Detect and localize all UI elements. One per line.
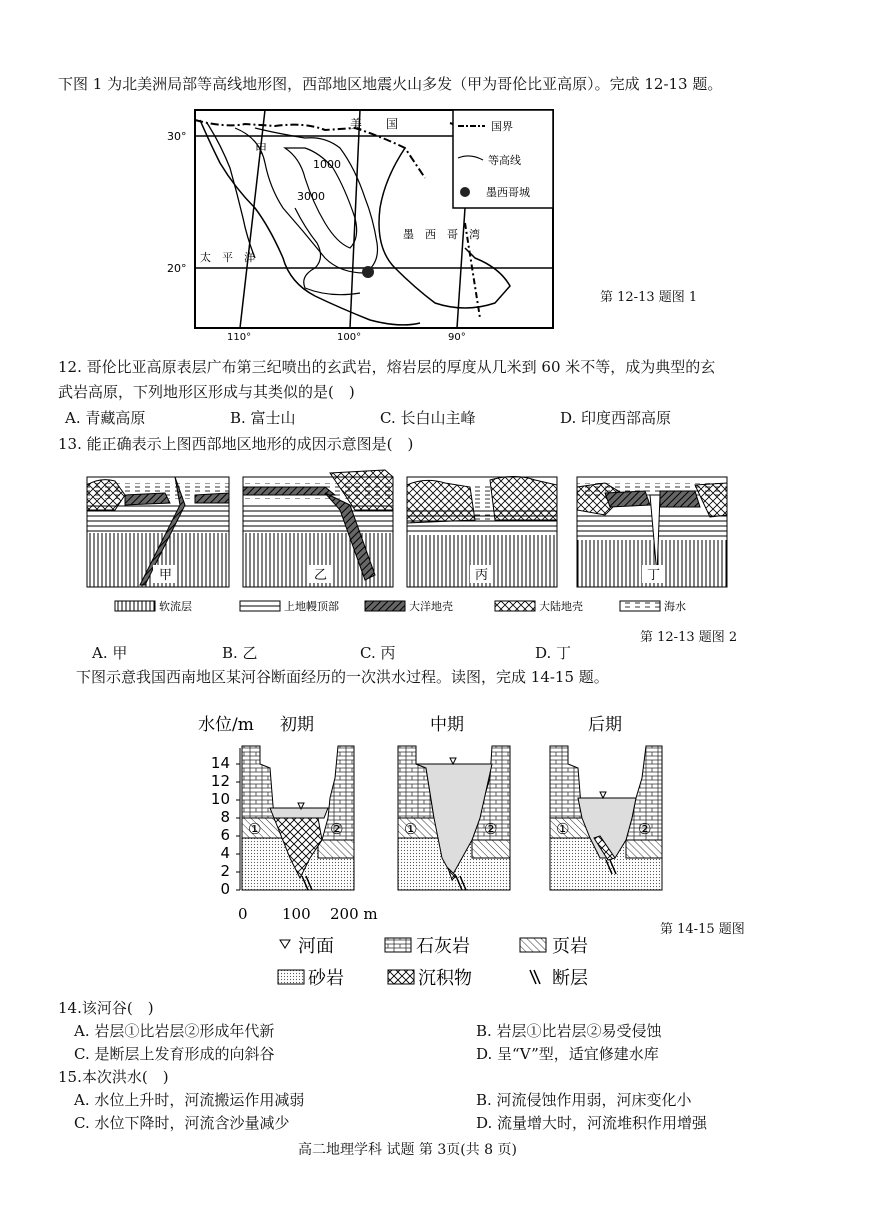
q15-stem: 15.本次洪水( ) — [58, 1068, 169, 1086]
ytick-8: 8 — [220, 808, 230, 826]
panel-jia-label: 甲 — [159, 568, 173, 583]
layer-2-early: ② — [330, 820, 344, 838]
legend-sandstone: 砂岩 — [308, 968, 344, 989]
q13-option-d: D. 丁 — [535, 644, 572, 662]
xtick-100: 100 — [282, 905, 311, 923]
q15-option-c: C. 水位下降时，河流含沙量减少 — [74, 1114, 290, 1132]
panel-yi-label: 乙 — [314, 568, 328, 583]
legend-shale: 页岩 — [552, 936, 588, 957]
legend-asthenosphere: 软流层 — [159, 600, 192, 613]
layer-1-mid: ① — [404, 820, 418, 838]
flood-caption: 第 14-15 题图 — [660, 922, 745, 937]
legend-continental-crust: 大陆地壳 — [539, 600, 583, 613]
q13-option-c: C. 丙 — [360, 644, 396, 662]
q12-option-d: D. 印度西部高原 — [560, 409, 672, 427]
q14-option-a: A. 岩层①比岩层②形成年代新 — [74, 1022, 275, 1040]
intro-text-1: 下图 1 为北美洲局部等高线地形图，西部地区地震火山多发（甲为哥伦比亚高原）。完成 12-13 题。 — [58, 75, 723, 93]
q12-stem-2: 武岩高原，下列地形区形成与其类似的是( ) — [58, 383, 355, 401]
flood-mid-label: 中期 — [430, 715, 464, 735]
layer-1-early: ① — [248, 820, 262, 838]
lon-90-label: 90° — [448, 332, 466, 343]
legend-city-label: 墨西哥城 — [486, 186, 530, 199]
q15-option-d: D. 流量增大时，河流堆积作用增强 — [476, 1114, 708, 1132]
lon-100-label: 100° — [337, 332, 362, 343]
q15-option-b: B. 河流侵蚀作用弱，河床变化小 — [476, 1091, 692, 1109]
intro-text-2: 下图示意我国西南地区某河谷断面经历的一次洪水过程。读图，完成 14-15 题。 — [76, 668, 609, 686]
flood-ylabel: 水位/m — [198, 715, 254, 735]
legend-contour-label: 等高线 — [488, 154, 521, 167]
lon-110-label: 110° — [227, 332, 252, 343]
xtick-200: 200 m — [330, 905, 378, 923]
panel-ding-label: 丁 — [647, 568, 661, 583]
legend-upper-mantle: 上地幔顶部 — [284, 600, 339, 613]
plate-caption: 第 12-13 题图 2 — [640, 630, 738, 645]
xtick-0: 0 — [238, 905, 248, 923]
layer-2-mid: ② — [484, 820, 498, 838]
legend-sediment: 沉积物 — [418, 968, 472, 989]
q14-stem: 14.该河谷( ) — [58, 999, 154, 1017]
contour-1000-label: 1000 — [313, 158, 341, 171]
q13-stem: 13. 能正确表示上图西部地区地形的成因示意图是( ) — [58, 435, 414, 453]
plate-diagrams — [85, 465, 785, 625]
contour-3000-label: 3000 — [297, 190, 325, 203]
legend-seawater: 海水 — [664, 600, 686, 613]
q13-option-b: B. 乙 — [222, 644, 258, 662]
q14-option-d: D. 呈“V”型，适宜修建水库 — [476, 1045, 659, 1063]
ytick-6: 6 — [220, 826, 230, 844]
gulf-label: 墨 西 哥 湾 — [403, 228, 480, 241]
legend-river-surface: 河面 — [298, 936, 334, 957]
q12-stem-1: 12. 哥伦比亚高原表层广布第三纪喷出的玄武岩，熔岩层的厚度从几米到 60 米不等，成为典型的玄 — [58, 358, 716, 376]
flood-valley-diagram — [190, 708, 690, 998]
ytick-2: 2 — [220, 862, 230, 880]
ytick-4: 4 — [220, 844, 230, 862]
q12-option-c: C. 长白山主峰 — [380, 409, 476, 427]
flood-early-label: 初期 — [280, 715, 314, 735]
ytick-0: 0 — [220, 880, 230, 898]
ytick-12: 12 — [210, 772, 230, 790]
page-footer: 高二地理学科 试题 第 3页(共 8 页) — [298, 1142, 517, 1158]
pacific-label: 太 平 洋 — [200, 251, 255, 264]
legend-fault: 断层 — [552, 968, 588, 989]
panel-bing-label: 丙 — [475, 568, 489, 583]
q14-option-b: B. 岩层①比岩层②易受侵蚀 — [476, 1022, 662, 1040]
legend-border-label: 国界 — [491, 120, 513, 133]
flood-late-label: 后期 — [588, 715, 622, 735]
jia-label: 甲 — [255, 142, 268, 156]
legend-oceanic-crust: 大洋地壳 — [409, 600, 453, 613]
legend-limestone: 石灰岩 — [416, 936, 470, 957]
ytick-10: 10 — [210, 790, 230, 808]
north-america-contour-map — [165, 108, 565, 343]
q12-option-a: A. 青藏高原 — [65, 409, 146, 427]
lat-30-label: 30° — [167, 130, 187, 143]
q13-option-a: A. 甲 — [92, 644, 128, 662]
layer-2-late: ② — [638, 820, 652, 838]
q14-option-c: C. 是断层上发育形成的向斜谷 — [74, 1045, 275, 1063]
layer-1-late: ① — [556, 820, 570, 838]
lat-20-label: 20° — [167, 262, 187, 275]
q12-option-b: B. 富士山 — [230, 409, 296, 427]
usa-label: 美 国 — [350, 117, 399, 131]
q15-option-a: A. 水位上升时，河流搬运作用减弱 — [74, 1091, 305, 1109]
map-caption: 第 12-13 题图 1 — [600, 290, 698, 305]
ytick-14: 14 — [210, 754, 230, 772]
